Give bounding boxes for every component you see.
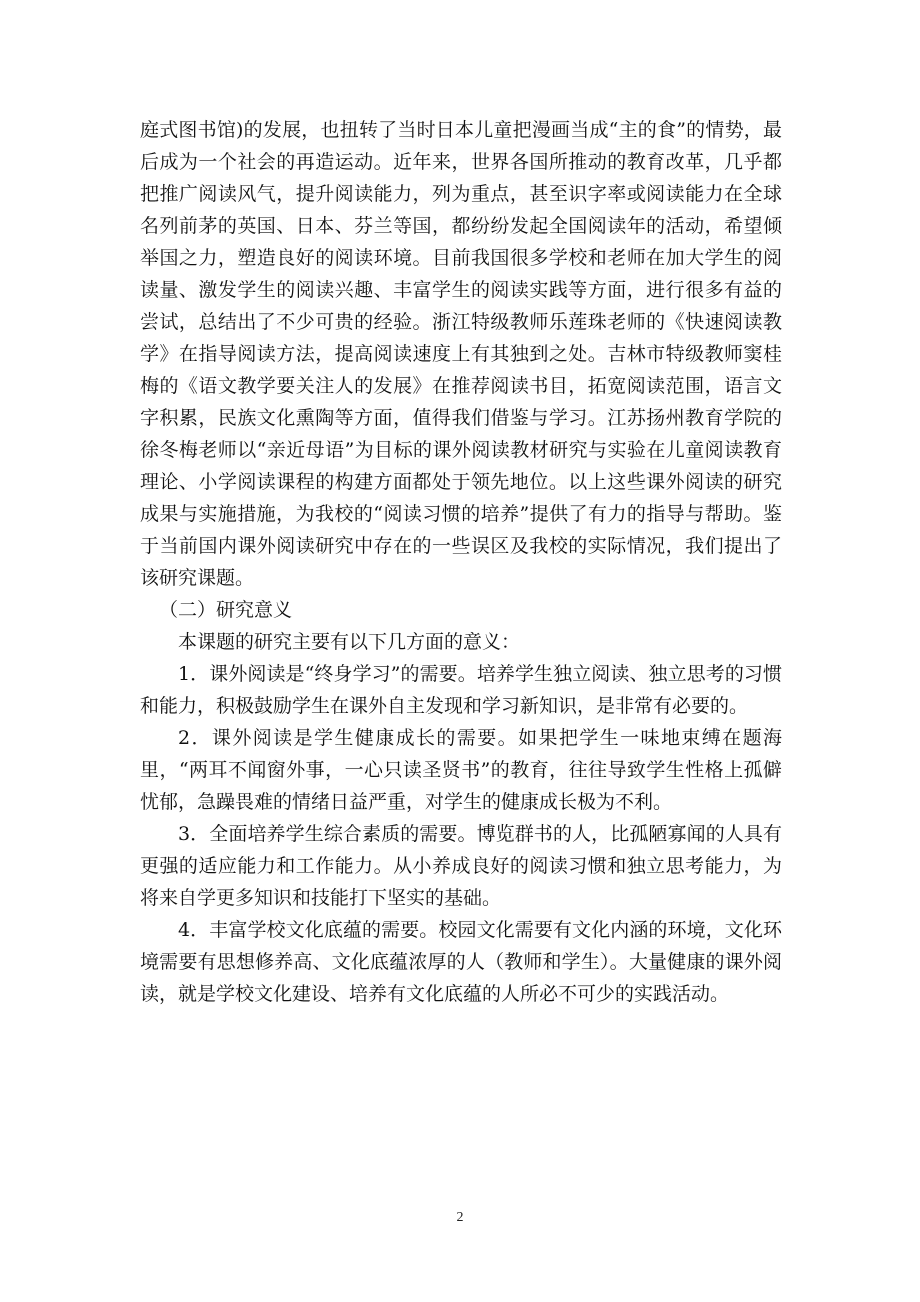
document-body bbox=[140, 114, 782, 1010]
list-item-4: 4．丰富学校文化底蕴的需要。校园文化需要有文化内涵的环境，文化环境需要有思想修养高、文化底蕴浓厚的人（教师和学生）。大量健康的课外阅读，就是学校文化建设、培养有文化底蕴的人所必不可少的实践活动。 bbox=[140, 919, 782, 1005]
section-heading: （二）研究意义 bbox=[159, 599, 293, 621]
list-item-1: 1．课外阅读是“终身学习”的需要。培养学生独立阅读、独立思考的习惯和能力，积极鼓励学生在课外自主发现和学习新知识，是非常有必要的。 bbox=[140, 663, 782, 717]
body-paragraph-continuation: 庭式图书馆)的发展，也扭转了当时日本儿童把漫画当成“主的食”的情势，最后成为一个社会的再造运动。近年来，世界各国所推动的教育改革，几乎都把推广阅读风气，提升阅读能力，列为重点，甚至识字率或阅读能力在全球名列前茅的英国、日本、芬兰等国，都纷纷发起全国阅读年的活动，希望倾举国之力，塑造良好的阅读环境。目前我国很多学校和老师在加大学生的阅读量、激发学生的阅读兴趣、丰富学生的阅读实践等方面，进行很多有益的尝试，总结出了不少可贵的经验。浙江特级教师乐莲珠老师的《快速阅读教学》在指导阅读方法，提高阅读速度上有其独到之处。吉林市特级教师窦桂梅的《语文教学要关注人的发展》在推荐阅读书目，拓宽阅读范围，语言文字积累，民族文化熏陶等方面，值得我们借鉴与学习。江苏扬州教育学院的徐冬梅老师以“亲近母语”为目标的课外阅读教材研究与实验在儿童阅读教育理论、小学阅读课程的构建方面都处于领先地位。以上这些课外阅读的研究成果与实施措施，为我校的“阅读习惯的培养”提供了有力的指导与帮助。鉴于当前国内课外阅读研究中存在的一些误区及我校的实际情况，我们提出了该研究课题。 bbox=[140, 119, 782, 589]
section-intro: 本课题的研究主要有以下几方面的意义： bbox=[178, 631, 521, 653]
page-number: 2 bbox=[456, 1210, 464, 1225]
list-item-3: 3．全面培养学生综合素质的需要。博览群书的人，比孤陋寡闻的人具有更强的适应能力和工作能力。从小养成良好的阅读习惯和独立思考能力，为将来自学更多知识和技能打下坚实的基础。 bbox=[140, 823, 782, 909]
list-item-2: 2．课外阅读是学生健康成长的需要。如果把学生一味地束缚在题海里，“两耳不闻窗外事，一心只读圣贤书”的教育，往往导致学生性格上孤僻忧郁，急躁畏难的情绪日益严重，对学生的健康成长极为不利。 bbox=[140, 727, 782, 813]
